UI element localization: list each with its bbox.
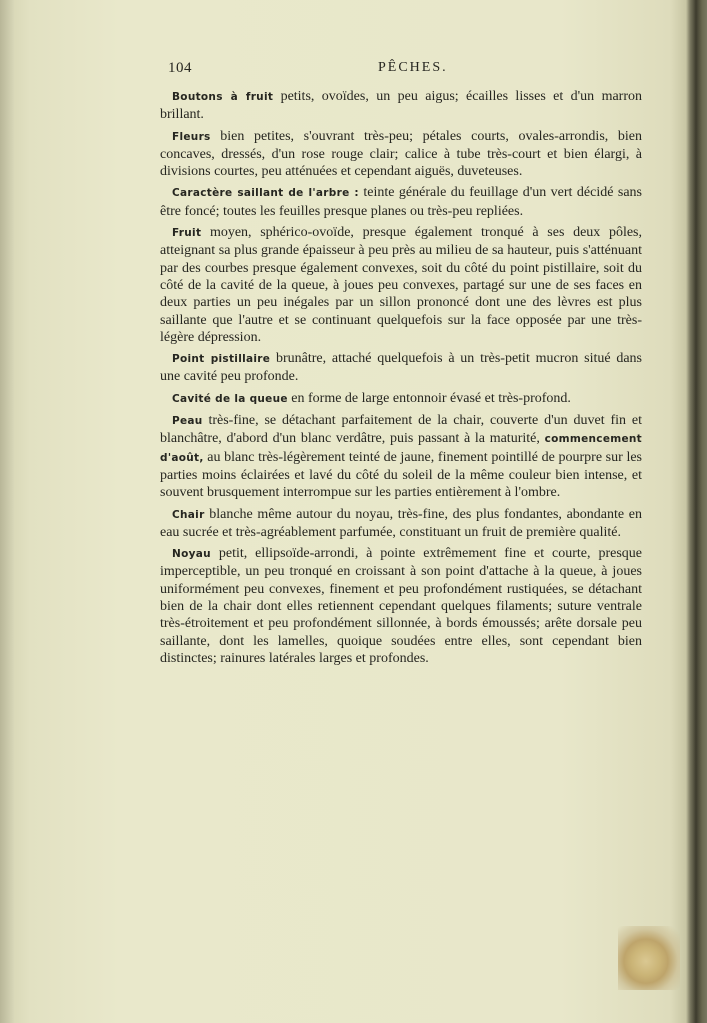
paragraph-cavite — [160, 390, 642, 408]
fruit-thumbnail-stain — [618, 926, 680, 990]
page-number: 104 — [168, 60, 192, 76]
paragraph-point-pistillaire — [160, 350, 642, 386]
term-label: Point pistillaire — [172, 353, 271, 366]
paragraph-text: petits, ovoïdes, un peu aigus; écailles lisses et d'un marron brillant. — [160, 89, 642, 123]
page-left-edge — [0, 0, 14, 1023]
paragraph-text: blanche même autour du noyau, très-fine, des plus fondantes, abondante en eau sucrée et très-agréablement parfumée, constituant un fruit de première qualité. — [160, 506, 642, 540]
paragraph-fleurs — [160, 128, 642, 181]
paragraph-noyau — [160, 545, 642, 667]
paragraph-peau — [160, 412, 642, 501]
body-text — [160, 88, 642, 671]
page-header — [168, 60, 638, 82]
term-label: Peau — [172, 415, 203, 428]
paragraph-caractere — [160, 184, 642, 220]
term-label: Boutons à fruit — [172, 91, 274, 103]
paragraph-chair — [160, 506, 642, 542]
paragraph-text: en forme de large entonnoir évasé et très-profond. — [287, 390, 571, 406]
term-label: Chair — [172, 508, 205, 521]
paragraph-text: teinte générale du feuillage d'un vert décidé sans être foncé; toutes les feuilles presque planes ou très-peu repliées. — [160, 185, 642, 219]
term-label: Noyau — [172, 548, 211, 561]
paragraph-boutons — [160, 88, 642, 124]
paragraph-text: très-fine, se détachant parfaitement de la chair, couverte d'un duvet fin et blanchâtre, d'abord d'un blanc verdâtre, puis passant à la maturité, — [160, 413, 642, 447]
term-label: Cavité de la queue — [172, 392, 288, 405]
term-label-date: commencement d'août, — [160, 433, 642, 464]
running-title: PÊCHES. — [378, 60, 448, 75]
term-label: Caractère saillant de l'arbre : — [172, 187, 359, 200]
paragraph-text: brunâtre, attaché quelquefois à un très-petit mucron situé dans une cavité peu profonde. — [160, 351, 642, 385]
paragraph-text: moyen, sphérico-ovoïde, presque également tronqué à ses deux pôles, atteignant sa plus grande épaisseur à peu près au milieu de sa hauteur, puis s'atténuant par des courbes presque également convexes, soit du côté du point pistillaire, soit du côté de la cavité de la queue, à joues peu convexes, partagé sur une de ses faces en deux parties un peu inégales par un sillon prononcé dont une des lèvres est plus saillante que l'autre et se continuant quelquefois sur la face opposée par une très-légère dépression. — [160, 225, 642, 345]
paragraph-text-continued: au blanc très-légèrement teinté de jaune, finement pointillé de pourpre sur les parties moins éclairées et lavé du côté du soleil de la même couleur bien intense, et souvent brusquement interrompue sur les parties entièrement à l'ombre. — [160, 449, 642, 501]
paragraph-text: petit, ellipsoïde-arrondi, à pointe extrêmement fine et courte, presque imperceptible, un peu tronqué en croissant à son point d'attache à la queue, à joues uniformément peu convexes, finement et peu profondément rustiquées, se détachant bien de la chair dont elles retiennent cependant quelques filaments; suture ventrale très-étroitement et peu profondément sillonnée, à bords émoussés; arête dorsale peu saillante, dont les lamelles, quoique soudées entre elles, sont cependant bien distinctes; rainures latérales larges et profondes. — [160, 546, 642, 666]
paragraph-text: bien petites, s'ouvrant très-peu; pétales courts, ovales-arrondis, bien concaves, dressés, d'un rose rouge clair; calice à tube très-court et bien élargi, à divisions courtes, peu atténuées et cependant aiguës, duveteuses. — [160, 128, 642, 180]
paragraph-fruit — [160, 224, 642, 346]
term-label: Fruit — [172, 227, 202, 240]
term-label: Fleurs — [172, 130, 211, 143]
